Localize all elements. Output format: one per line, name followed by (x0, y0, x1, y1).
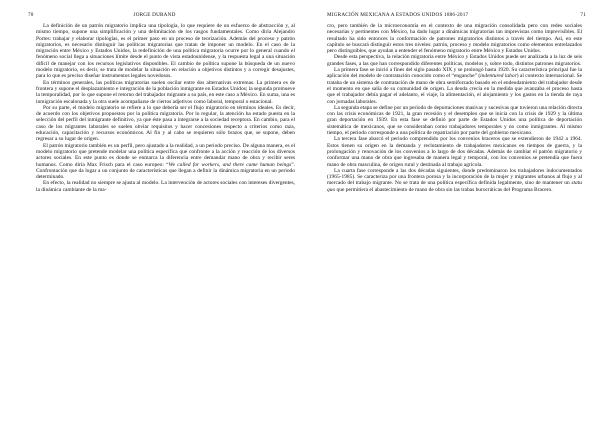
paragraph-text: ) al contexto internacional. Se trataba de un sistema de contratación de mano de obra semiforzado basado en el endeudamiento del trabajador desde el momento en que salía de su comunidad de origen. La deuda crecía en la medida que avanzaba el proceso hasta que el trabajador debía pagar el adelanto, el viaje, la alimentación, el alojamiento y los gastos en la tienda de raya con jornadas laborales. (327, 73, 583, 105)
paragraph-with-term (327, 67, 582, 105)
left-page-body (14, 23, 295, 193)
frisch-quote: We called for workers, and there came human beings (168, 161, 292, 168)
right-running-head-title: MIGRACIÓN MEXICANA A ESTADOS UNIDOS 1886-2017 (327, 12, 469, 18)
right-page-body (305, 23, 586, 193)
paragraph: Desde esta perspectiva, la relación migratoria entre México y Estados Unidos puede ser analizada a la luz de seis grandes fases, a las que han correspondido diferentes políticas, modelos y, sobre todo, distintos patrones migratorios. (327, 54, 582, 67)
right-page-number: 71 (580, 12, 586, 18)
paragraph-text: El patrón migratorio también es un perfil, pero ajustado a la realidad, a un periodo preciso. De alguna manera, es el modelo migratorio que pretende modelar una política específica que confronte a la acción y reacción de los diversos actores sociales. En este punto es donde se enmarca la diferencia entre demandar mano de obra y recibir seres humanos. Como diría Max Frisch para el caso europeo: “ (36, 142, 295, 168)
left-page (14, 0, 295, 431)
paragraph: Por su parte, el modelo migratorio se refiere a lo que debería ser el flujo migratorio en términos ideales. Es decir, de acuerdo con los objetivos propuestos por la política migratoria. Por lo regular, la atención ha estado puesta en la selección del perfil del inmigrante definitivo, ya que éste pasa a integrarse a la sociedad receptora. En cambio, para el caso de los migrantes laborales se suelen obviar requisitos y hacer concesiones respecto a criterios como raza, educación, capacitación y recursos económicos. Al fin y al cabo se requieren sólo brazos que, se supone, deben regresar a su lugar de origen. (36, 104, 295, 143)
paragraph-with-term (327, 168, 582, 193)
right-page (305, 0, 586, 431)
left-running-head-author: JORGE DURAND (133, 12, 176, 18)
paragraph-text: ”. Confrontación que da lugar a un conjunto de características que llegan a definir la dinámica migratoria en un periodo determinado. (36, 161, 295, 181)
paragraph: En términos generales, las políticas migratorias suelen oscilar entre dos alternativas extremas. La primera es de frontera y supone el desplazamiento e integración de la población inmigrante en Estados Unidos; la segunda promueve la temporalidad, por lo que supone el retorno del trabajador migrante a su país, en este caso a México. En suma, una es inmigración escalonada y la otra suele acompañarse de ciertos adjetivos como laboral, temporal o estacional. (36, 79, 295, 105)
paragraph-text: que permitiera el abastecimiento de mano de obra sin las trabas burocráticas del Programa Bracero. (335, 186, 553, 193)
indentured-labor-term: indentured labor (480, 73, 517, 80)
paragraph: cro, pero también de la microeconomía en el contexto de una migración consolidada pero con redes sociales necesarias y pertinentes con México, ha dado lugar a dinámicas migratorias tan imprevistas como imprevisibles. El resultado ha sido entonces la conformación de patrones migratorios distintos a través del tiempo. Así, en este capítulo se buscará distinguir estos tres niveles: patrón, proceso y modelo migratorios como elementos entrelazados pero distinguibles, que ayudan a entender el fenómeno migratorio entre México y Estados Unidos. (327, 23, 582, 55)
paragraph: La segunda etapa se define por un periodo de deportaciones masivas y sucesivas que tuvieron una relación directa con las crisis económicas de 1921, la gran recesión y el desempleo que se inicia con la crisis de 1929 y la última gran deportación en 1939. En esta fase se definió por parte de Estados Unidos una política de deportación sistemática de mexicanos, que se consideraban como trabajadores temporales y no como inmigrantes. Al mismo tiempo, el periodo corresponde a una política de repatriación por parte del gobierno mexicano. (327, 104, 582, 137)
paragraph: La definición de un patrón migratorio implica una tipología, lo que requiere de un esfuerzo de abstracción y, al mismo tiempo, supone una simplificación y una delimitación de los rasgos fundamentales. Como diría Alejandro Portes: trabajar y elaborar tipologías, es el primer paso en un proceso de teorización. Además del proceso y patrón migratorios, es necesario distinguir las políticas migratorias que tratan de imponer un modelo. En el caso de la migración entre México y Estados Unidos, la redefinición de una política migratoria ocurre por lo general cuando el fenómeno social llega a situaciones límite desde el punto de vista estadounidense, y la respuesta legal a una situación difícil de manejar con los recursos legislativos disponibles. El cambio de política supone la búsqueda de un nuevo modelo migratorio, es decir, se trata de modelar la situación en relación a objetivos distintos y a corregir desajustes, para lo que es preciso diseñar instrumentos legales novedosos. (36, 23, 295, 80)
paragraph: La tercera fase abarcó el periodo comprendido por los convenios braceros que se extendieron de 1942 a 1964. Estos tienen su origen en la demanda y reclutamiento de trabajadores mexicanos en tiempos de guerra, y la prolongación y renovación de los convenios a lo largo de dos décadas. Además de cambiar el patrón migratorio y conformar una mano de obra que ingresaba de manera legal y temporal, con los convenios se pretendía que fuera mano de obra masculina, de origen rural y destinada al trabajo agrícola. (327, 136, 582, 168)
paragraph-with-quote (36, 143, 295, 181)
statu-quo-term: statu quo (327, 180, 582, 193)
paragraph: En efecto, la realidad no siempre se ajusta al modelo. La intervención de actores sociales con intereses divergentes, la dinámica cambiante de la ma- (36, 180, 295, 193)
right-running-header (305, 12, 586, 23)
paragraph-text: La primera fase se inició a fines del siglo pasado XIX y se prolongó hasta 1920. Su característica principal fue la aplicación del modelo de contratación conocido como el “enganche” ( (327, 67, 582, 80)
left-page-number: 70 (28, 12, 34, 18)
left-running-header (14, 12, 295, 23)
paragraph-text: La cuarta fase corresponde a las dos décadas siguientes, donde predominaron los trabajadores indocumentados (1965-1985). Se caracteriza por una frontera porosa y la incorporación de la mujer y migrantes urbanos al flujo y al mercado del trabajo migrante. No se trata de una política específica definida legalmente, sino de mantener un (327, 167, 582, 187)
